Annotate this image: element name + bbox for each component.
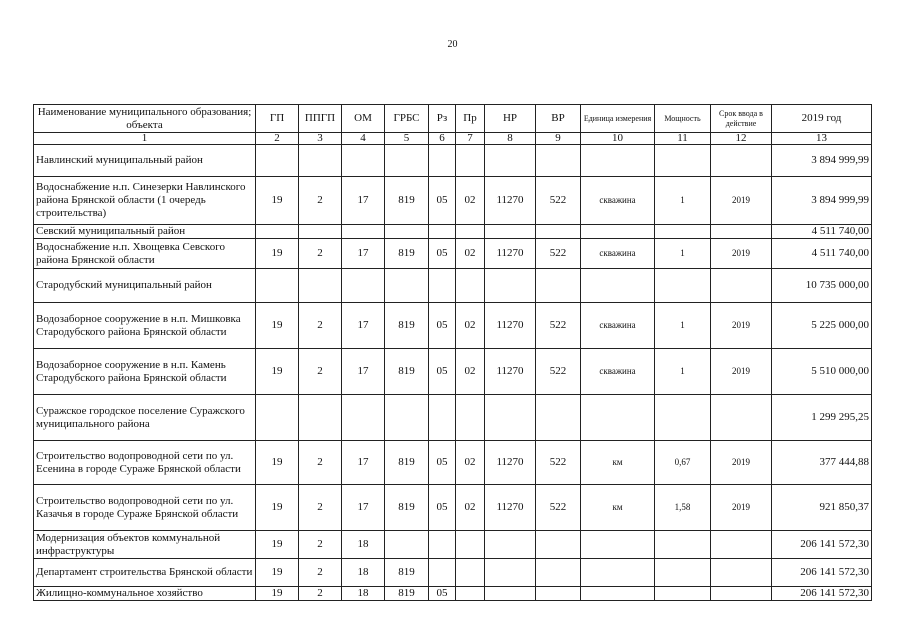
table-row <box>34 145 872 177</box>
cell-name: Водоснабжение н.п. Хвощевка Севского района Брянской области <box>34 239 256 269</box>
cell-gp <box>256 145 299 177</box>
cell-unit <box>581 269 655 303</box>
table-row <box>34 485 872 531</box>
cell-rz <box>429 559 456 587</box>
cell-nr: 11270 <box>485 177 536 225</box>
cell-grbs: 819 <box>385 485 429 531</box>
cell-ppgp: 2 <box>299 239 342 269</box>
header-rz: Рз <box>429 105 456 133</box>
cell-name: Строительство водопроводной сети по ул. Казачья в городе Сураже Брянской области <box>34 485 256 531</box>
cell-om: 17 <box>342 485 385 531</box>
cell-rz: 05 <box>429 239 456 269</box>
cell-pr: 02 <box>456 239 485 269</box>
header-ppgp: ППГП <box>299 105 342 133</box>
cell-name: Стародубский муниципальный район <box>34 269 256 303</box>
cell-vr: 522 <box>536 303 581 349</box>
column-number: 1 <box>34 133 256 145</box>
cell-unit: скважина <box>581 239 655 269</box>
cell-om <box>342 395 385 441</box>
cell-term: 2019 <box>711 441 772 485</box>
cell-gp: 19 <box>256 531 299 559</box>
table-row <box>34 395 872 441</box>
cell-rz: 05 <box>429 177 456 225</box>
cell-vr <box>536 269 581 303</box>
cell-vr <box>536 559 581 587</box>
cell-term: 2019 <box>711 177 772 225</box>
cell-rz: 05 <box>429 587 456 601</box>
header-capacity: Мощность <box>655 105 711 133</box>
cell-grbs: 819 <box>385 441 429 485</box>
cell-vr <box>536 225 581 239</box>
cell-nr: 11270 <box>485 303 536 349</box>
cell-vr: 522 <box>536 485 581 531</box>
cell-amount: 4 511 740,00 <box>772 225 872 239</box>
cell-name: Водозаборное сооружение в н.п. Мишковка Стародубского района Брянской области <box>34 303 256 349</box>
cell-term <box>711 531 772 559</box>
cell-name: Модернизация объектов коммунальной инфраструктуры <box>34 531 256 559</box>
column-number: 7 <box>456 133 485 145</box>
table-row <box>34 349 872 395</box>
header-pr: Пр <box>456 105 485 133</box>
cell-ppgp <box>299 395 342 441</box>
table-row <box>34 269 872 303</box>
column-number: 5 <box>385 133 429 145</box>
cell-om: 17 <box>342 349 385 395</box>
column-number: 8 <box>485 133 536 145</box>
cell-vr <box>536 587 581 601</box>
cell-ppgp: 2 <box>299 531 342 559</box>
cell-gp <box>256 225 299 239</box>
cell-unit <box>581 395 655 441</box>
cell-ppgp <box>299 269 342 303</box>
cell-name: Строительство водопроводной сети по ул. Есенина в городе Сураже Брянской области <box>34 441 256 485</box>
cell-pr: 02 <box>456 441 485 485</box>
cell-rz <box>429 531 456 559</box>
header-row <box>34 105 872 133</box>
column-number: 3 <box>299 133 342 145</box>
cell-ppgp: 2 <box>299 177 342 225</box>
cell-capacity: 1,58 <box>655 485 711 531</box>
cell-ppgp: 2 <box>299 559 342 587</box>
cell-amount: 5 225 000,00 <box>772 303 872 349</box>
cell-term <box>711 269 772 303</box>
table-row <box>34 587 872 601</box>
cell-om: 17 <box>342 239 385 269</box>
table-row <box>34 303 872 349</box>
header-nr: НР <box>485 105 536 133</box>
budget-table <box>33 104 872 601</box>
cell-ppgp: 2 <box>299 349 342 395</box>
cell-grbs <box>385 145 429 177</box>
column-number: 4 <box>342 133 385 145</box>
cell-capacity <box>655 587 711 601</box>
cell-vr: 522 <box>536 441 581 485</box>
cell-nr <box>485 395 536 441</box>
cell-nr <box>485 587 536 601</box>
cell-pr <box>456 269 485 303</box>
cell-grbs <box>385 531 429 559</box>
cell-om: 17 <box>342 177 385 225</box>
table-row <box>34 177 872 225</box>
cell-amount: 1 299 295,25 <box>772 395 872 441</box>
cell-rz: 05 <box>429 303 456 349</box>
cell-pr: 02 <box>456 177 485 225</box>
cell-amount: 206 141 572,30 <box>772 559 872 587</box>
cell-om <box>342 225 385 239</box>
cell-vr <box>536 395 581 441</box>
cell-capacity <box>655 225 711 239</box>
cell-capacity <box>655 559 711 587</box>
cell-rz <box>429 145 456 177</box>
table-row <box>34 239 872 269</box>
cell-om: 18 <box>342 531 385 559</box>
cell-vr: 522 <box>536 177 581 225</box>
cell-name: Жилищно-коммунальное хозяйство <box>34 587 256 601</box>
cell-nr <box>485 145 536 177</box>
cell-rz: 05 <box>429 485 456 531</box>
cell-ppgp: 2 <box>299 441 342 485</box>
table-row <box>34 559 872 587</box>
header-term: Срок ввода в действие <box>711 105 772 133</box>
cell-pr: 02 <box>456 303 485 349</box>
cell-term: 2019 <box>711 239 772 269</box>
header-gp: ГП <box>256 105 299 133</box>
cell-rz: 05 <box>429 441 456 485</box>
cell-gp: 19 <box>256 485 299 531</box>
cell-capacity: 1 <box>655 177 711 225</box>
cell-term <box>711 395 772 441</box>
cell-term: 2019 <box>711 485 772 531</box>
cell-om: 18 <box>342 587 385 601</box>
cell-grbs <box>385 269 429 303</box>
cell-amount: 206 141 572,30 <box>772 531 872 559</box>
cell-term <box>711 225 772 239</box>
cell-amount: 4 511 740,00 <box>772 239 872 269</box>
cell-amount: 3 894 999,99 <box>772 145 872 177</box>
cell-unit <box>581 587 655 601</box>
cell-nr <box>485 559 536 587</box>
cell-vr <box>536 145 581 177</box>
cell-name: Суражское городское поселение Суражского муниципального района <box>34 395 256 441</box>
cell-nr: 11270 <box>485 349 536 395</box>
cell-gp: 19 <box>256 559 299 587</box>
column-number: 10 <box>581 133 655 145</box>
header-year: 2019 год <box>772 105 872 133</box>
cell-term <box>711 559 772 587</box>
table-row <box>34 441 872 485</box>
cell-amount: 5 510 000,00 <box>772 349 872 395</box>
cell-capacity <box>655 395 711 441</box>
cell-pr <box>456 587 485 601</box>
cell-capacity: 1 <box>655 303 711 349</box>
cell-grbs: 819 <box>385 587 429 601</box>
cell-om: 17 <box>342 441 385 485</box>
cell-capacity <box>655 531 711 559</box>
cell-nr: 11270 <box>485 239 536 269</box>
cell-unit <box>581 145 655 177</box>
cell-gp: 19 <box>256 441 299 485</box>
cell-amount: 10 735 000,00 <box>772 269 872 303</box>
cell-amount: 377 444,88 <box>772 441 872 485</box>
cell-ppgp: 2 <box>299 485 342 531</box>
cell-gp: 19 <box>256 349 299 395</box>
column-number-row <box>34 133 872 145</box>
cell-om <box>342 145 385 177</box>
cell-unit <box>581 559 655 587</box>
cell-pr: 02 <box>456 349 485 395</box>
column-number: 12 <box>711 133 772 145</box>
cell-unit: км <box>581 441 655 485</box>
cell-grbs <box>385 225 429 239</box>
cell-rz <box>429 225 456 239</box>
cell-gp <box>256 269 299 303</box>
cell-pr <box>456 225 485 239</box>
cell-om <box>342 269 385 303</box>
cell-amount: 921 850,37 <box>772 485 872 531</box>
cell-term <box>711 145 772 177</box>
column-number: 6 <box>429 133 456 145</box>
cell-term: 2019 <box>711 349 772 395</box>
cell-gp: 19 <box>256 303 299 349</box>
cell-unit: км <box>581 485 655 531</box>
cell-vr <box>536 531 581 559</box>
cell-rz: 05 <box>429 349 456 395</box>
cell-unit: скважина <box>581 349 655 395</box>
header-grbs: ГРБС <box>385 105 429 133</box>
cell-name: Водоснабжение н.п. Синезерки Навлинского района Брянской области (1 очередь строительства) <box>34 177 256 225</box>
cell-om: 17 <box>342 303 385 349</box>
table-row <box>34 531 872 559</box>
cell-grbs: 819 <box>385 177 429 225</box>
cell-amount: 206 141 572,30 <box>772 587 872 601</box>
cell-grbs: 819 <box>385 559 429 587</box>
header-unit: Единица измерения <box>581 105 655 133</box>
cell-nr <box>485 225 536 239</box>
cell-name: Севский муниципальный район <box>34 225 256 239</box>
cell-rz <box>429 395 456 441</box>
cell-gp: 19 <box>256 239 299 269</box>
column-number: 13 <box>772 133 872 145</box>
cell-nr <box>485 531 536 559</box>
cell-grbs: 819 <box>385 349 429 395</box>
header-name: Наименование муниципального образования; объекта <box>34 105 256 133</box>
cell-capacity: 1 <box>655 349 711 395</box>
cell-ppgp: 2 <box>299 587 342 601</box>
cell-om: 18 <box>342 559 385 587</box>
cell-pr <box>456 395 485 441</box>
cell-pr: 02 <box>456 485 485 531</box>
cell-name: Водозаборное сооружение в н.п. Камень Стародубского района Брянской области <box>34 349 256 395</box>
cell-pr <box>456 531 485 559</box>
cell-grbs: 819 <box>385 303 429 349</box>
cell-unit <box>581 225 655 239</box>
cell-rz <box>429 269 456 303</box>
cell-nr: 11270 <box>485 441 536 485</box>
cell-term <box>711 587 772 601</box>
cell-gp: 19 <box>256 177 299 225</box>
cell-ppgp <box>299 225 342 239</box>
cell-unit <box>581 531 655 559</box>
cell-unit: скважина <box>581 303 655 349</box>
column-number: 2 <box>256 133 299 145</box>
cell-nr <box>485 269 536 303</box>
cell-capacity: 1 <box>655 239 711 269</box>
header-om: ОМ <box>342 105 385 133</box>
cell-amount: 3 894 999,99 <box>772 177 872 225</box>
cell-term: 2019 <box>711 303 772 349</box>
cell-pr <box>456 145 485 177</box>
cell-pr <box>456 559 485 587</box>
cell-nr: 11270 <box>485 485 536 531</box>
cell-vr: 522 <box>536 349 581 395</box>
header-vr: ВР <box>536 105 581 133</box>
cell-capacity: 0,67 <box>655 441 711 485</box>
page-number: 20 <box>447 39 458 50</box>
cell-ppgp <box>299 145 342 177</box>
table-row <box>34 225 872 239</box>
cell-capacity <box>655 269 711 303</box>
cell-grbs: 819 <box>385 239 429 269</box>
cell-gp: 19 <box>256 587 299 601</box>
cell-name: Навлинский муниципальный район <box>34 145 256 177</box>
column-number: 11 <box>655 133 711 145</box>
cell-gp <box>256 395 299 441</box>
cell-capacity <box>655 145 711 177</box>
cell-vr: 522 <box>536 239 581 269</box>
column-number: 9 <box>536 133 581 145</box>
cell-name: Департамент строительства Брянской области <box>34 559 256 587</box>
cell-unit: скважина <box>581 177 655 225</box>
cell-ppgp: 2 <box>299 303 342 349</box>
cell-grbs <box>385 395 429 441</box>
